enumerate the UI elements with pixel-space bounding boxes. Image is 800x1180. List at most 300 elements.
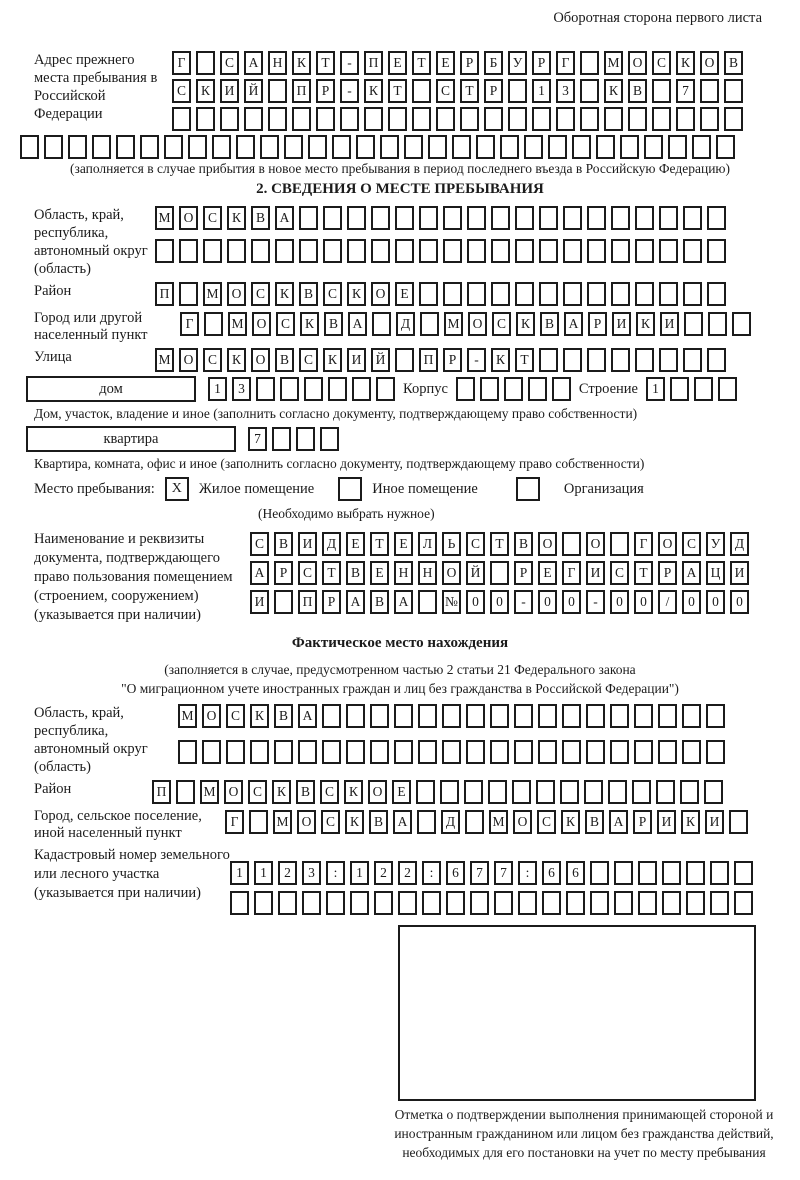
- char-cell[interactable]: [274, 740, 293, 764]
- char-cell[interactable]: [668, 135, 687, 159]
- char-cell[interactable]: 0: [682, 590, 701, 614]
- char-cell[interactable]: [610, 704, 629, 728]
- char-cell[interactable]: [560, 780, 579, 804]
- char-cell[interactable]: С: [682, 532, 701, 556]
- char-cell[interactable]: Д: [396, 312, 415, 336]
- char-cell[interactable]: [580, 51, 599, 75]
- char-cell[interactable]: [370, 704, 389, 728]
- char-cell[interactable]: [659, 206, 678, 230]
- char-cell[interactable]: [172, 107, 191, 131]
- char-cell[interactable]: [508, 107, 527, 131]
- char-cell[interactable]: [587, 282, 606, 306]
- char-cell[interactable]: В: [370, 590, 389, 614]
- char-cell[interactable]: [395, 206, 414, 230]
- char-cell[interactable]: [226, 740, 245, 764]
- char-cell[interactable]: У: [706, 532, 725, 556]
- char-cell[interactable]: [635, 206, 654, 230]
- char-cell[interactable]: [443, 206, 462, 230]
- char-cell[interactable]: [254, 891, 273, 915]
- char-cell[interactable]: К: [344, 780, 363, 804]
- char-cell[interactable]: [620, 135, 639, 159]
- char-cell[interactable]: О: [513, 810, 532, 834]
- char-cell[interactable]: [418, 590, 437, 614]
- char-cell[interactable]: [412, 79, 431, 103]
- char-cell[interactable]: [456, 377, 475, 401]
- char-cell[interactable]: О: [202, 704, 221, 728]
- char-cell[interactable]: [662, 861, 681, 885]
- char-cell[interactable]: [542, 891, 561, 915]
- char-cell[interactable]: [556, 107, 575, 131]
- char-cell[interactable]: Д: [322, 532, 341, 556]
- char-cell[interactable]: [611, 239, 630, 263]
- char-cell[interactable]: А: [348, 312, 367, 336]
- char-cell[interactable]: [116, 135, 135, 159]
- char-cell[interactable]: -: [586, 590, 605, 614]
- char-cell[interactable]: [610, 740, 629, 764]
- char-cell[interactable]: К: [227, 348, 246, 372]
- char-cell[interactable]: [251, 239, 270, 263]
- char-cell[interactable]: [140, 135, 159, 159]
- char-cell[interactable]: Б: [484, 51, 503, 75]
- char-cell[interactable]: К: [272, 780, 291, 804]
- char-cell[interactable]: М: [489, 810, 508, 834]
- char-cell[interactable]: М: [228, 312, 247, 336]
- char-cell[interactable]: С: [320, 780, 339, 804]
- char-cell[interactable]: Р: [658, 561, 677, 585]
- char-cell[interactable]: С: [466, 532, 485, 556]
- char-cell[interactable]: [724, 79, 743, 103]
- char-cell[interactable]: 1: [532, 79, 551, 103]
- char-cell[interactable]: [512, 780, 531, 804]
- char-cell[interactable]: И: [657, 810, 676, 834]
- char-cell[interactable]: 0: [610, 590, 629, 614]
- char-cell[interactable]: М: [203, 282, 222, 306]
- char-cell[interactable]: 3: [302, 861, 321, 885]
- char-cell[interactable]: [179, 239, 198, 263]
- char-cell[interactable]: [420, 312, 439, 336]
- char-cell[interactable]: П: [419, 348, 438, 372]
- char-cell[interactable]: -: [340, 51, 359, 75]
- char-cell[interactable]: [236, 135, 255, 159]
- char-cell[interactable]: О: [252, 312, 271, 336]
- char-cell[interactable]: [347, 206, 366, 230]
- char-cell[interactable]: Е: [394, 532, 413, 556]
- char-cell[interactable]: П: [292, 79, 311, 103]
- char-cell[interactable]: 0: [706, 590, 725, 614]
- char-cell[interactable]: :: [518, 861, 537, 885]
- char-cell[interactable]: И: [660, 312, 679, 336]
- char-cell[interactable]: [443, 239, 462, 263]
- char-cell[interactable]: [587, 348, 606, 372]
- char-cell[interactable]: 1: [254, 861, 273, 885]
- char-cell[interactable]: [340, 107, 359, 131]
- char-cell[interactable]: [491, 282, 510, 306]
- char-cell[interactable]: Д: [441, 810, 460, 834]
- char-cell[interactable]: [634, 704, 653, 728]
- char-cell[interactable]: [536, 780, 555, 804]
- char-cell[interactable]: Ц: [706, 561, 725, 585]
- char-cell[interactable]: [683, 206, 702, 230]
- char-cell[interactable]: К: [636, 312, 655, 336]
- char-cell[interactable]: [563, 239, 582, 263]
- char-cell[interactable]: [443, 282, 462, 306]
- char-cell[interactable]: [350, 891, 369, 915]
- char-cell[interactable]: [417, 810, 436, 834]
- char-cell[interactable]: [652, 107, 671, 131]
- char-cell[interactable]: [419, 282, 438, 306]
- char-cell[interactable]: П: [152, 780, 171, 804]
- char-cell[interactable]: О: [658, 532, 677, 556]
- char-cell[interactable]: О: [700, 51, 719, 75]
- char-cell[interactable]: [491, 206, 510, 230]
- char-cell[interactable]: [692, 135, 711, 159]
- char-cell[interactable]: [732, 312, 751, 336]
- char-cell[interactable]: [532, 107, 551, 131]
- char-cell[interactable]: [707, 348, 726, 372]
- char-cell[interactable]: [268, 79, 287, 103]
- char-cell[interactable]: [494, 891, 513, 915]
- char-cell[interactable]: Р: [443, 348, 462, 372]
- char-cell[interactable]: А: [394, 590, 413, 614]
- char-cell[interactable]: [308, 135, 327, 159]
- char-cell[interactable]: [164, 135, 183, 159]
- char-cell[interactable]: [470, 891, 489, 915]
- char-cell[interactable]: [608, 780, 627, 804]
- char-cell[interactable]: В: [274, 704, 293, 728]
- char-cell[interactable]: [659, 282, 678, 306]
- char-cell[interactable]: [418, 704, 437, 728]
- char-cell[interactable]: С: [172, 79, 191, 103]
- char-cell[interactable]: [249, 810, 268, 834]
- char-cell[interactable]: Н: [394, 561, 413, 585]
- char-cell[interactable]: [700, 79, 719, 103]
- char-cell[interactable]: К: [347, 282, 366, 306]
- char-cell[interactable]: Т: [322, 561, 341, 585]
- char-cell[interactable]: К: [275, 282, 294, 306]
- char-cell[interactable]: [596, 135, 615, 159]
- char-cell[interactable]: П: [155, 282, 174, 306]
- char-cell[interactable]: [491, 239, 510, 263]
- char-cell[interactable]: [304, 377, 323, 401]
- char-cell[interactable]: [552, 377, 571, 401]
- char-cell[interactable]: [212, 135, 231, 159]
- char-cell[interactable]: О: [371, 282, 390, 306]
- char-cell[interactable]: [480, 377, 499, 401]
- char-cell[interactable]: [371, 206, 390, 230]
- char-cell[interactable]: 7: [470, 861, 489, 885]
- char-cell[interactable]: [484, 107, 503, 131]
- char-cell[interactable]: [658, 740, 677, 764]
- char-cell[interactable]: Т: [412, 51, 431, 75]
- char-cell[interactable]: :: [326, 861, 345, 885]
- char-cell[interactable]: [659, 348, 678, 372]
- char-cell[interactable]: [676, 107, 695, 131]
- char-cell[interactable]: [476, 135, 495, 159]
- char-cell[interactable]: В: [369, 810, 388, 834]
- char-cell[interactable]: [518, 891, 537, 915]
- char-cell[interactable]: М: [155, 206, 174, 230]
- char-cell[interactable]: [464, 780, 483, 804]
- char-cell[interactable]: О: [442, 561, 461, 585]
- char-cell[interactable]: [514, 704, 533, 728]
- char-cell[interactable]: [710, 861, 729, 885]
- char-cell[interactable]: [490, 704, 509, 728]
- char-cell[interactable]: [44, 135, 63, 159]
- char-cell[interactable]: [528, 377, 547, 401]
- char-cell[interactable]: Е: [538, 561, 557, 585]
- char-cell[interactable]: Л: [418, 532, 437, 556]
- char-cell[interactable]: [539, 239, 558, 263]
- char-cell[interactable]: [260, 135, 279, 159]
- char-cell[interactable]: [683, 282, 702, 306]
- char-cell[interactable]: О: [179, 348, 198, 372]
- char-cell[interactable]: [500, 135, 519, 159]
- char-cell[interactable]: И: [586, 561, 605, 585]
- char-cell[interactable]: [230, 891, 249, 915]
- char-cell[interactable]: [729, 810, 748, 834]
- char-cell[interactable]: 0: [538, 590, 557, 614]
- char-cell[interactable]: К: [227, 206, 246, 230]
- char-cell[interactable]: [504, 377, 523, 401]
- char-cell[interactable]: [298, 740, 317, 764]
- char-cell[interactable]: [563, 206, 582, 230]
- char-cell[interactable]: В: [296, 780, 315, 804]
- char-cell[interactable]: [280, 377, 299, 401]
- char-cell[interactable]: [388, 107, 407, 131]
- char-cell[interactable]: [284, 135, 303, 159]
- char-cell[interactable]: К: [292, 51, 311, 75]
- char-cell[interactable]: Г: [634, 532, 653, 556]
- char-cell[interactable]: -: [467, 348, 486, 372]
- char-cell[interactable]: [428, 135, 447, 159]
- char-cell[interactable]: [584, 780, 603, 804]
- char-cell[interactable]: [416, 780, 435, 804]
- char-cell[interactable]: В: [275, 348, 294, 372]
- char-cell[interactable]: [508, 79, 527, 103]
- char-cell[interactable]: [452, 135, 471, 159]
- char-cell[interactable]: [514, 740, 533, 764]
- char-cell[interactable]: [460, 107, 479, 131]
- char-cell[interactable]: [244, 107, 263, 131]
- char-cell[interactable]: И: [250, 590, 269, 614]
- char-cell[interactable]: М: [155, 348, 174, 372]
- char-cell[interactable]: Р: [484, 79, 503, 103]
- char-cell[interactable]: [659, 239, 678, 263]
- char-cell[interactable]: Р: [532, 51, 551, 75]
- char-cell[interactable]: [652, 79, 671, 103]
- char-cell[interactable]: [380, 135, 399, 159]
- char-cell[interactable]: [707, 206, 726, 230]
- char-cell[interactable]: [604, 107, 623, 131]
- char-cell[interactable]: А: [564, 312, 583, 336]
- char-cell[interactable]: [590, 861, 609, 885]
- char-cell[interactable]: 1: [350, 861, 369, 885]
- char-cell[interactable]: -: [514, 590, 533, 614]
- char-cell[interactable]: [635, 282, 654, 306]
- char-cell[interactable]: О: [179, 206, 198, 230]
- char-cell[interactable]: [572, 135, 591, 159]
- char-cell[interactable]: К: [604, 79, 623, 103]
- char-cell[interactable]: [490, 561, 509, 585]
- char-cell[interactable]: [466, 704, 485, 728]
- char-cell[interactable]: [548, 135, 567, 159]
- char-cell[interactable]: 7: [248, 427, 267, 451]
- char-cell[interactable]: К: [196, 79, 215, 103]
- char-cell[interactable]: [683, 239, 702, 263]
- char-cell[interactable]: И: [730, 561, 749, 585]
- char-cell[interactable]: [708, 312, 727, 336]
- char-cell[interactable]: В: [346, 561, 365, 585]
- char-cell[interactable]: [220, 107, 239, 131]
- char-cell[interactable]: Д: [730, 532, 749, 556]
- char-cell[interactable]: В: [514, 532, 533, 556]
- char-cell[interactable]: Т: [515, 348, 534, 372]
- char-cell[interactable]: Е: [370, 561, 389, 585]
- char-cell[interactable]: [275, 239, 294, 263]
- char-cell[interactable]: [611, 206, 630, 230]
- char-cell[interactable]: [614, 891, 633, 915]
- char-cell[interactable]: [562, 704, 581, 728]
- char-cell[interactable]: [682, 740, 701, 764]
- char-cell[interactable]: Т: [370, 532, 389, 556]
- char-cell[interactable]: Г: [180, 312, 199, 336]
- char-cell[interactable]: [515, 206, 534, 230]
- char-cell[interactable]: [686, 891, 705, 915]
- char-cell[interactable]: Т: [490, 532, 509, 556]
- char-cell[interactable]: [20, 135, 39, 159]
- char-cell[interactable]: В: [324, 312, 343, 336]
- char-cell[interactable]: [539, 348, 558, 372]
- char-cell[interactable]: А: [609, 810, 628, 834]
- char-cell[interactable]: [538, 740, 557, 764]
- char-cell[interactable]: [680, 780, 699, 804]
- char-cell[interactable]: [326, 891, 345, 915]
- char-cell[interactable]: В: [585, 810, 604, 834]
- char-cell[interactable]: А: [244, 51, 263, 75]
- char-cell[interactable]: [364, 107, 383, 131]
- char-cell[interactable]: [635, 239, 654, 263]
- char-cell[interactable]: -: [340, 79, 359, 103]
- char-cell[interactable]: [515, 239, 534, 263]
- char-cell[interactable]: [563, 348, 582, 372]
- char-cell[interactable]: 1: [230, 861, 249, 885]
- char-cell[interactable]: [586, 704, 605, 728]
- char-cell[interactable]: С: [537, 810, 556, 834]
- char-cell[interactable]: Т: [634, 561, 653, 585]
- char-cell[interactable]: А: [682, 561, 701, 585]
- char-cell[interactable]: Й: [466, 561, 485, 585]
- char-cell[interactable]: К: [323, 348, 342, 372]
- char-cell[interactable]: [316, 107, 335, 131]
- char-cell[interactable]: [68, 135, 87, 159]
- char-cell[interactable]: [196, 51, 215, 75]
- char-cell[interactable]: [694, 377, 713, 401]
- char-cell[interactable]: Е: [388, 51, 407, 75]
- char-cell[interactable]: И: [705, 810, 724, 834]
- char-cell[interactable]: [332, 135, 351, 159]
- char-cell[interactable]: Й: [244, 79, 263, 103]
- char-cell[interactable]: В: [274, 532, 293, 556]
- char-cell[interactable]: К: [491, 348, 510, 372]
- char-cell[interactable]: П: [364, 51, 383, 75]
- char-cell[interactable]: Р: [588, 312, 607, 336]
- char-cell[interactable]: К: [364, 79, 383, 103]
- char-cell[interactable]: [328, 377, 347, 401]
- char-cell[interactable]: 2: [398, 861, 417, 885]
- char-cell[interactable]: 0: [490, 590, 509, 614]
- char-cell[interactable]: [611, 348, 630, 372]
- char-cell[interactable]: Г: [562, 561, 581, 585]
- char-cell[interactable]: А: [250, 561, 269, 585]
- char-cell[interactable]: Р: [322, 590, 341, 614]
- char-cell[interactable]: [628, 107, 647, 131]
- char-cell[interactable]: С: [203, 206, 222, 230]
- char-cell[interactable]: Г: [556, 51, 575, 75]
- char-cell[interactable]: Н: [268, 51, 287, 75]
- char-cell[interactable]: В: [540, 312, 559, 336]
- char-cell[interactable]: [256, 377, 275, 401]
- char-cell[interactable]: С: [250, 532, 269, 556]
- char-cell[interactable]: [638, 861, 657, 885]
- char-cell[interactable]: С: [251, 282, 270, 306]
- char-cell[interactable]: [346, 704, 365, 728]
- char-cell[interactable]: [707, 282, 726, 306]
- char-cell[interactable]: Р: [633, 810, 652, 834]
- char-cell[interactable]: [580, 107, 599, 131]
- char-cell[interactable]: [356, 135, 375, 159]
- char-cell[interactable]: [488, 780, 507, 804]
- char-cell[interactable]: [707, 239, 726, 263]
- char-cell[interactable]: О: [368, 780, 387, 804]
- char-cell[interactable]: [524, 135, 543, 159]
- char-cell[interactable]: [292, 107, 311, 131]
- char-cell[interactable]: [404, 135, 423, 159]
- char-cell[interactable]: 1: [646, 377, 665, 401]
- char-cell[interactable]: [586, 740, 605, 764]
- char-cell[interactable]: [419, 206, 438, 230]
- char-cell[interactable]: М: [200, 780, 219, 804]
- char-cell[interactable]: [587, 206, 606, 230]
- char-cell[interactable]: [706, 704, 725, 728]
- char-cell[interactable]: [683, 348, 702, 372]
- char-cell[interactable]: С: [299, 348, 318, 372]
- char-cell[interactable]: [710, 891, 729, 915]
- char-cell[interactable]: 6: [542, 861, 561, 885]
- char-cell[interactable]: [204, 312, 223, 336]
- char-cell[interactable]: [370, 740, 389, 764]
- char-cell[interactable]: [322, 740, 341, 764]
- char-cell[interactable]: [320, 427, 339, 451]
- char-cell[interactable]: [686, 861, 705, 885]
- char-cell[interactable]: О: [628, 51, 647, 75]
- char-cell[interactable]: [272, 427, 291, 451]
- char-cell[interactable]: Е: [346, 532, 365, 556]
- char-cell[interactable]: [656, 780, 675, 804]
- char-cell[interactable]: [718, 377, 737, 401]
- char-cell[interactable]: [227, 239, 246, 263]
- char-cell[interactable]: [371, 239, 390, 263]
- char-cell[interactable]: [466, 740, 485, 764]
- char-cell[interactable]: [176, 780, 195, 804]
- char-cell[interactable]: [436, 107, 455, 131]
- char-cell[interactable]: Е: [392, 780, 411, 804]
- char-cell[interactable]: [178, 740, 197, 764]
- char-cell[interactable]: :: [422, 861, 441, 885]
- char-cell[interactable]: В: [724, 51, 743, 75]
- char-cell[interactable]: [467, 282, 486, 306]
- char-cell[interactable]: [323, 206, 342, 230]
- char-cell[interactable]: [196, 107, 215, 131]
